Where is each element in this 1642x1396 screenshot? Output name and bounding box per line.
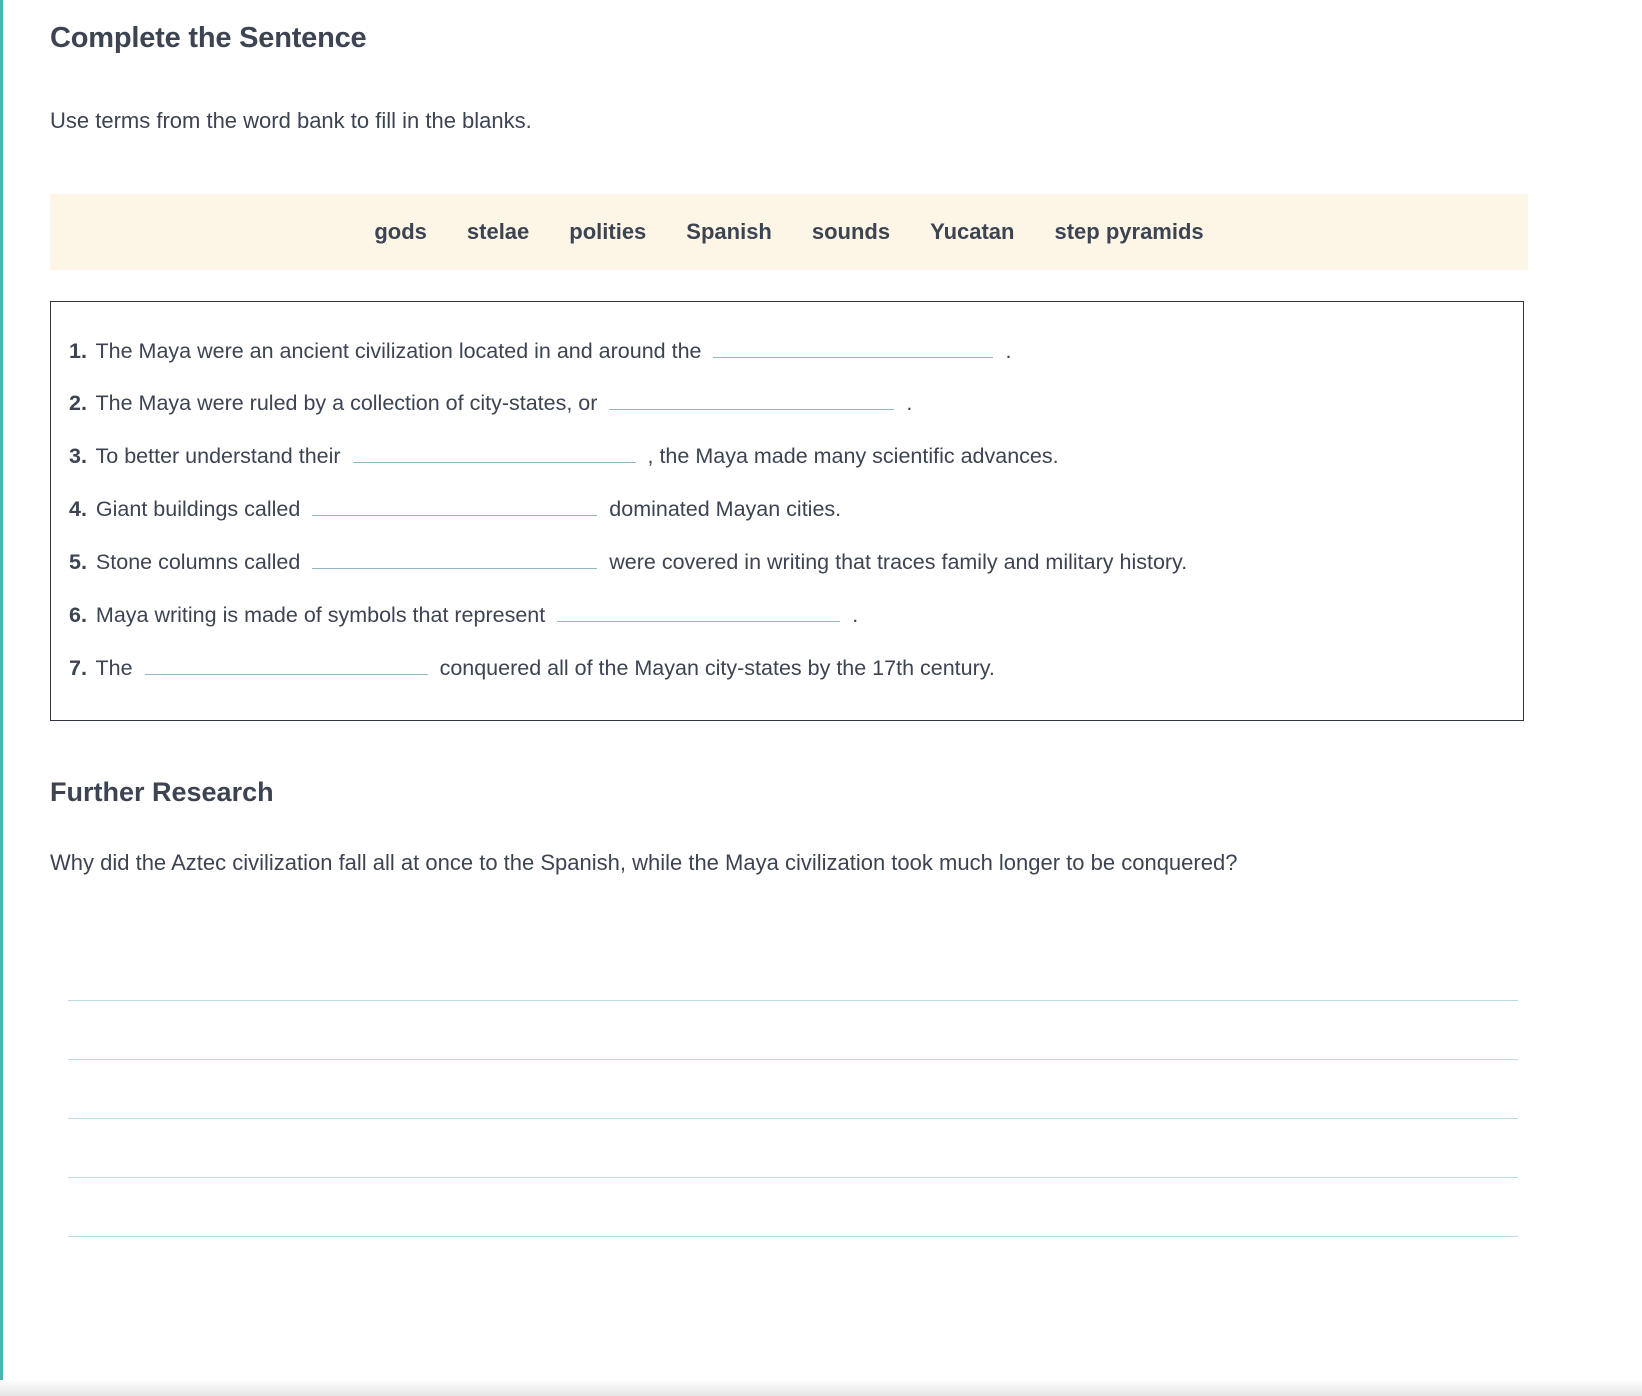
answer-line[interactable] — [68, 942, 1518, 1001]
question-text-after: , the Maya made many scientific advances. — [647, 444, 1059, 469]
word-bank-term: polities — [569, 218, 647, 244]
word-bank-term: stelae — [466, 218, 530, 244]
answer-blank[interactable] — [312, 494, 597, 516]
answer-blank[interactable] — [353, 441, 636, 463]
questions-container — [50, 301, 1524, 721]
word-bank-term: sounds — [811, 218, 891, 244]
word-bank-term: Yucatan — [930, 218, 1015, 244]
answer-blank[interactable] — [312, 547, 597, 569]
instructions-text: Use terms from the word bank to fill in the blanks. — [50, 108, 532, 133]
question-text-before: Maya writing is made of symbols that represent — [95, 602, 546, 627]
question-number: 4. — [69, 497, 87, 522]
question-item — [51, 376, 1523, 429]
question-text-after: dominated Mayan cities. — [609, 497, 842, 522]
question-item — [51, 429, 1523, 482]
word-bank-term: step pyramids — [1054, 218, 1204, 244]
question-number: 1. — [69, 338, 87, 363]
question-text-after: . — [1005, 338, 1012, 363]
answer-blank[interactable] — [145, 653, 428, 675]
word-bank — [50, 194, 1528, 270]
page-title: Complete the Sentence — [50, 22, 367, 54]
further-research-title: Further Research — [50, 776, 274, 807]
question-number: 7. — [69, 655, 87, 680]
question-text-after: conquered all of the Mayan city-states by the 17th century. — [439, 655, 995, 680]
question-text-before: To better understand their — [95, 444, 341, 469]
question-number: 6. — [69, 602, 87, 627]
further-research-question: Why did the Aztec civilization fall all at once to the Spanish, while the Maya civilization took much longer to be conquered? — [50, 849, 1238, 875]
question-text-before: Stone columns called — [95, 550, 301, 575]
left-accent-bar — [0, 0, 3, 1380]
answer-lines-area[interactable] — [68, 942, 1518, 1237]
question-text-before: The Maya were an ancient civilization located in and around the — [95, 338, 702, 363]
answer-line[interactable] — [68, 1178, 1518, 1237]
page-bottom-shadow — [0, 1380, 1642, 1396]
question-number: 5. — [69, 550, 87, 575]
answer-line[interactable] — [68, 1119, 1518, 1178]
answer-blank[interactable] — [609, 388, 894, 410]
question-text-before: Giant buildings called — [95, 497, 301, 522]
answer-blank[interactable] — [713, 336, 993, 358]
question-text-before: The Maya were ruled by a collection of city-states, or — [95, 391, 598, 416]
question-text-after: . — [906, 391, 913, 416]
question-item — [51, 641, 1523, 694]
worksheet-content — [50, 0, 1590, 1237]
question-text-after: . — [852, 602, 859, 627]
question-number: 2. — [69, 391, 87, 416]
word-bank-term: gods — [374, 218, 427, 244]
answer-line[interactable] — [68, 1001, 1518, 1060]
answer-blank[interactable] — [557, 600, 840, 622]
answer-line[interactable] — [68, 1060, 1518, 1119]
question-item — [51, 482, 1523, 535]
question-item — [51, 324, 1523, 377]
question-item — [51, 535, 1523, 588]
question-number: 3. — [69, 444, 87, 469]
question-text-after: were covered in writing that traces family and military history. — [609, 550, 1188, 575]
word-bank-term: Spanish — [686, 218, 772, 244]
question-text-before: The — [95, 655, 133, 680]
question-item — [51, 588, 1523, 641]
